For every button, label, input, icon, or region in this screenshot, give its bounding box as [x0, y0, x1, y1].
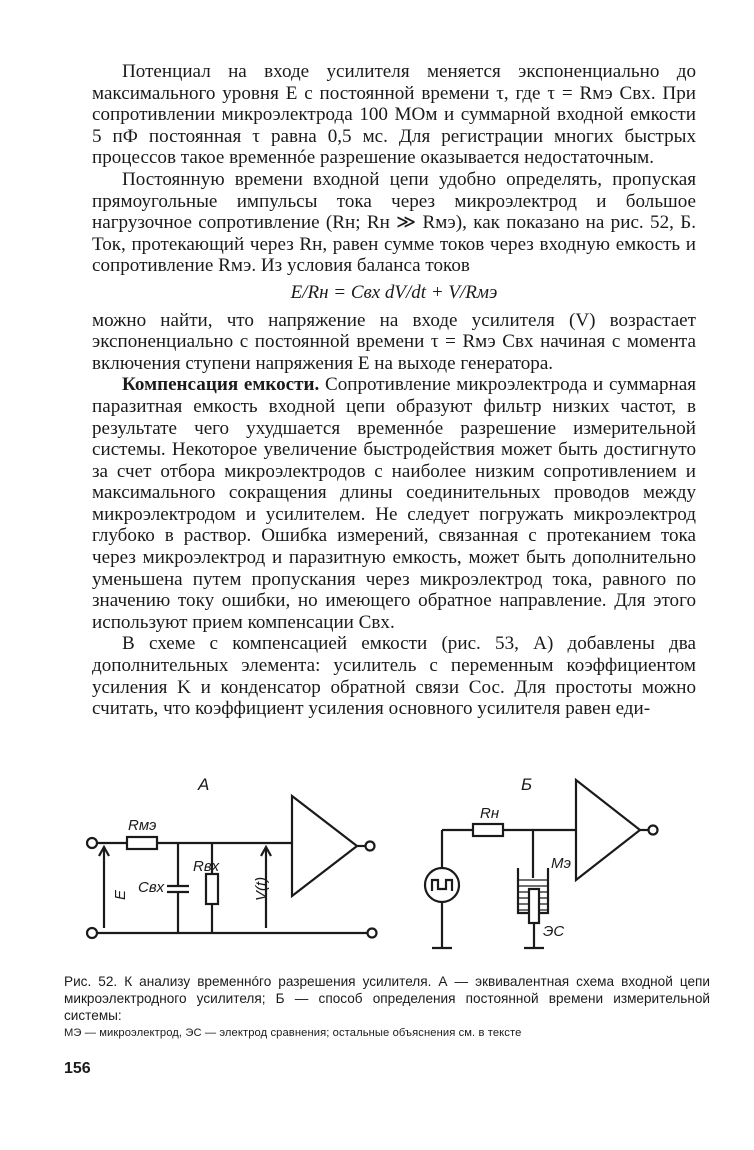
page-number: 156: [64, 1060, 91, 1077]
figure-caption: [64, 973, 710, 1024]
paragraph-3: можно найти, что напряжение на входе усилителя (V) возрастает экспоненциально с постоянной времени τ = Rмэ Cвх начиная с момента включения ступени напряжения E на выходе генератора.: [92, 309, 696, 374]
label-r-in: Rвх: [193, 858, 220, 875]
caption-text: Рис. 52. К анализу временнóго разрешения усилителя. А — эквивалентная схема входной цепи микроэлектродного усилителя; Б — способ определения постоянной времени измерительной системы:: [64, 974, 710, 1023]
label-v-t: V(t): [253, 876, 270, 901]
label-r-me: Rмэ: [128, 817, 157, 834]
figure-52: [70, 768, 700, 968]
paragraph-2: Постоянную времени входной цепи удобно определять, пропуская прямоугольные импульсы тока через микроэлектрод и большое нагрузочное сопротивление (Rн; Rн ≫ Rмэ), как показано на рис. 52, Б. Ток, протекающий через Rн, равен сумме токов через входную емкость и сопротивление Rмэ. Из условия баланса токов: [92, 168, 696, 277]
paragraph-1: Потенциал на входе усилителя меняется экспоненциально до максимального уровня E с постоянной времени τ, где τ = Rмэ Cвх. При сопротивлении микроэлектрода 100 МОм и суммарной входной емкости 5 пФ постоянная τ равна 0,5 мс. Для регистрации многих быстрых процессов такое временнóе разрешение оказывается недостаточным.: [92, 61, 696, 169]
paragraph-5: В схеме с компенсацией емкости (рис. 53, А) добавлены два дополнительных элемента: усилитель с переменным коэффициентом усиления K и конденсатор обратной связи Cос. Для простоты можно считать, что коэффициент усиления основного усилителя равен еди-: [92, 633, 696, 720]
label-e: E: [112, 889, 129, 900]
label-es: ЭС: [543, 923, 565, 940]
label-r-n: Rн: [480, 805, 500, 822]
paragraph-4-body: Сопротивление микроэлектрода и суммарная паразитная емкость входной цепи образуют фильтр низких частот, в результате чего ухудшается временнóе разрешение измерительной системы. Некоторое увеличение быстродействия может быть достигнуто за счет отбора микроэлектродов с наиболее низким сопротивлением и максимального сокращения длины соединительных проводов между микроэлектродом и усилителем. Не следует погружать микроэлектрод глубоко в раствор. Ошибка измерений, связанная с протеканием тока через микроэлектрод и паразитную емкость, может быть дополнительно уменьшена путем пропускания через микроэлектрод тока, равного по значению току ошибки, но имеющего обратное направление. Для этого используют прием компенсации Cвх.: [92, 374, 697, 633]
figure-legend: МЭ — микроэлектрод, ЭС — электрод сравнения; остальные объяснения см. в тексте: [64, 1027, 522, 1039]
label-me: Мэ: [551, 855, 572, 872]
body-text: [92, 61, 696, 720]
label-c-in: Cвх: [138, 879, 165, 896]
paragraph-4-heading: Компенсация емкости.: [122, 374, 320, 396]
label-a: А: [198, 775, 210, 794]
label-b: Б: [521, 775, 533, 794]
equation: E/Rн = Cвх dV/dt + V/Rмэ: [290, 281, 498, 303]
paragraph-4: [92, 374, 696, 633]
